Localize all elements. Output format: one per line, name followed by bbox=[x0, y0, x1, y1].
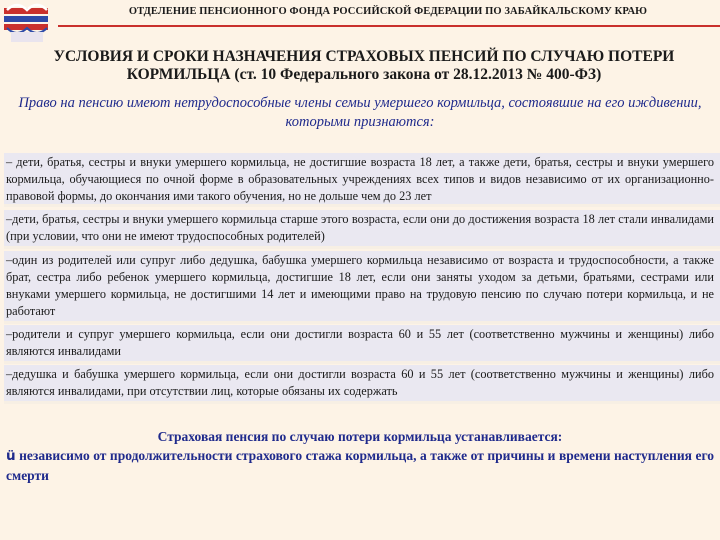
closing-body-text: независимо от продолжительности страхового стажа кормильца, а также от причины и времени наступления его смерти bbox=[6, 448, 714, 483]
org-title: ОТДЕЛЕНИЕ ПЕНСИОННОГО ФОНДА РОССИЙСКОЙ ФЕДЕРАЦИИ ПО ЗАБАЙКАЛЬСКОМУ КРАЮ bbox=[128, 6, 648, 17]
list-item-grandparents: –дедушка и бабушка умершего кормильца, если они достигли возраста 60 и 55 лет (соответственно мужчины и женщины) либо являются инвалидами, при отсутствии лиц, которые обязаны их содержать bbox=[4, 365, 720, 401]
page-header bbox=[0, 0, 720, 28]
list-item-caregivers: –один из родителей или супруг либо дедушка, бабушка умершего кормильца независимо от возраста и трудоспособности, а также брат, сестра либо ребенок умершего кормильца, достигшие 18 лет, если они заняты уходом за детьми, братьями, сестрами или внуками умершего кормильца, не достигшими 14 лет и имеющими право на трудовую пенсию по случаю потери кормильца, и не работают bbox=[4, 251, 720, 321]
header-divider bbox=[58, 25, 720, 27]
closing-body bbox=[6, 446, 714, 485]
intro-text: Право на пенсию имеют нетрудоспособные члены семьи умершего кормильца, состоявшие на его иждивении, которыми признаются: bbox=[18, 95, 702, 130]
page-title-line1: УСЛОВИЯ И СРОКИ НАЗНАЧЕНИЯ СТРАХОВЫХ ПЕНСИЙ ПО СЛУЧАЮ ПОТЕРИ bbox=[53, 48, 675, 65]
page-title-line2: КОРМИЛЬЦА (ст. 10 Федерального закона от 28.12.2013 № 400-ФЗ) bbox=[126, 66, 602, 83]
page-title bbox=[14, 48, 714, 84]
list-item-parents-spouse: –родители и супруг умершего кормильца, если они достигли возраста 60 и 55 лет (соответственно мужчины и женщины) либо являются инвалидами bbox=[4, 325, 720, 361]
pfr-logo-icon bbox=[3, 2, 53, 46]
list-item-children: – дети, братья, сестры и внуки умершего кормильца, не достигшие возраста 18 лет, а также дети, братья, сестры и внуки умершего кормильца, обучающиеся по очной форме в образовательных учреждениях всех типов и видов независимо от их организационно-правовой формы, до окончания ими такого обучения, но не дольше чем до 23 лет bbox=[4, 153, 720, 204]
list-item-disabled-children: –дети, братья, сестры и внуки умершего кормильца старше этого возраста, если они до достижения возраста 18 лет стали инвалидами (при условии, что они не имеют трудоспособных родителей) bbox=[4, 210, 720, 246]
closing-heading: Страховая пенсия по случаю потери кормильца устанавливается: bbox=[157, 429, 563, 444]
closing-section bbox=[6, 427, 714, 485]
checkmark-icon: ü bbox=[6, 448, 16, 464]
